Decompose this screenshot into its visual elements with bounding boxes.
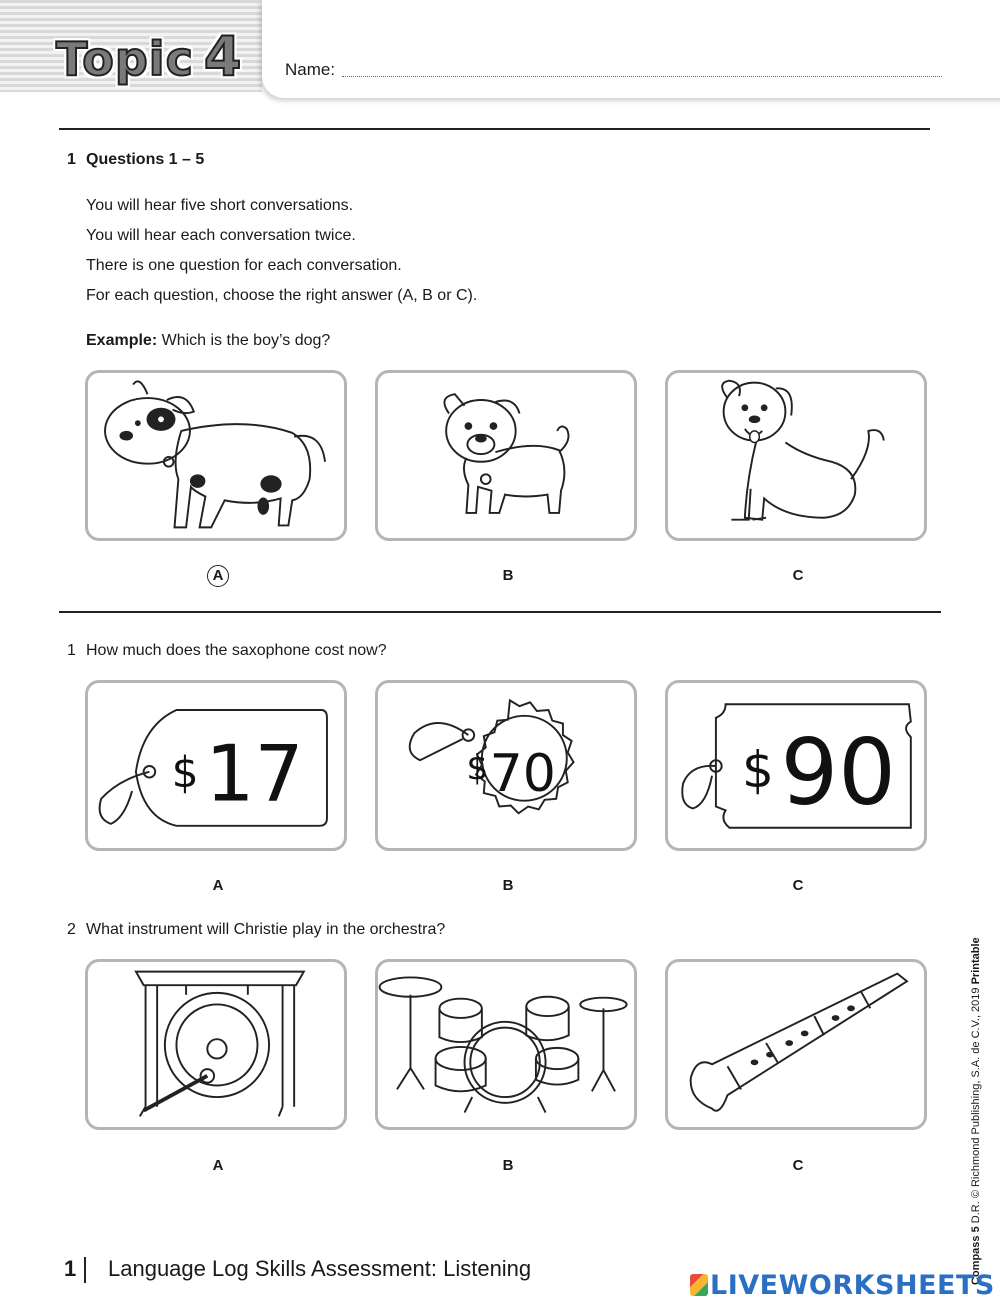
question-1-option-b-card[interactable] [375, 680, 637, 851]
question-1-option-c-label: C [792, 877, 804, 894]
question-2-option-b-label: B [502, 1157, 514, 1174]
copyright-notice [970, 937, 982, 1285]
example-option-b-label: B [502, 567, 514, 584]
instruction-line: You will hear five short conversations. [86, 197, 354, 214]
topic-number: 4 [203, 25, 243, 88]
pug-dog-icon [378, 373, 634, 538]
question-1-option-b-label: B [502, 877, 514, 894]
price-c-value: 90 [780, 720, 896, 826]
question-2-option-a-card[interactable] [85, 959, 347, 1130]
example-option-b-card[interactable] [375, 370, 637, 541]
copyright-text: D.R. © Richmond Publishing, S.A. de C.V., 2019 [970, 987, 982, 1224]
price-b-dollar: $ [466, 748, 489, 789]
example-option-a-label: A [212, 567, 224, 584]
price-c-dollar: $ [741, 740, 774, 800]
example-divider [59, 611, 941, 613]
copyright-book: Compass 5 [970, 1226, 982, 1285]
section-title: Questions 1 – 5 [86, 151, 205, 168]
top-rule [59, 128, 930, 130]
footer-title: Language Log Skills Assessment: Listening [108, 1256, 532, 1281]
question-2-option-c-label: C [792, 1157, 804, 1174]
example-option-c-card[interactable] [665, 370, 927, 541]
question-2-text: What instrument will Christie play in the orchestra? [86, 921, 446, 938]
question-2-option-c-card[interactable] [665, 959, 927, 1130]
clarinet-icon [668, 962, 924, 1127]
liveworksheets-logo[interactable] [690, 1270, 995, 1301]
question-2-number: 2 [67, 921, 76, 938]
example-option-c-label: C [792, 567, 804, 584]
question-1-text: How much does the saxophone cost now? [86, 642, 387, 659]
section-number: 1 [67, 151, 76, 168]
example-option-a-card[interactable] [85, 370, 347, 541]
question-1-option-a-card[interactable] [85, 680, 347, 851]
name-input-line[interactable] [342, 76, 942, 77]
example-question-text: Which is the boy’s dog? [161, 332, 331, 349]
topic-word: Topic [56, 32, 194, 86]
price-tag-17-icon [88, 683, 344, 848]
gong-icon [88, 962, 344, 1127]
instruction-line: You will hear each conversation twice. [86, 227, 356, 244]
price-a-value: 17 [205, 729, 304, 820]
name-label: Name: [285, 60, 336, 79]
price-b-value: 70 [489, 744, 556, 805]
drum-kit-icon [378, 962, 634, 1127]
price-tag-70-icon [378, 683, 634, 848]
question-1-option-a-label: A [212, 877, 224, 894]
example-label: Example: [86, 332, 158, 349]
question-2-option-a-label: A [212, 1157, 224, 1174]
price-tag-90-icon [668, 683, 924, 848]
liveworksheets-badge-icon [690, 1274, 708, 1296]
sitting-dog-icon [668, 373, 924, 538]
question-1-option-c-card[interactable] [665, 680, 927, 851]
copyright-tag: Printable [970, 937, 982, 985]
instruction-line: For each question, choose the right answer (A, B or C). [86, 287, 478, 304]
footer-divider [84, 1257, 86, 1283]
liveworksheets-text: LIVEWORKSHEETS [710, 1270, 995, 1301]
instruction-line: There is one question for each conversation. [86, 257, 402, 274]
name-tab [262, 0, 1000, 98]
page-number: 1 [64, 1256, 77, 1281]
question-2-option-b-card[interactable] [375, 959, 637, 1130]
price-a-dollar: $ [171, 749, 199, 799]
topic-title [56, 25, 243, 88]
question-1-number: 1 [67, 642, 76, 659]
example-question [86, 332, 330, 350]
spotted-dog-icon [88, 373, 344, 538]
